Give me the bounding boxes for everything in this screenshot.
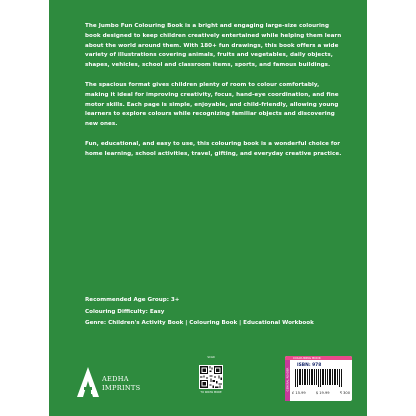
price-isbn-sticker [285, 356, 352, 401]
price-usd: $ 19.99 [315, 391, 330, 395]
price-gbp: £ 15.99 [292, 391, 306, 395]
price-inr: ₹ 300 [339, 391, 350, 395]
qr-block [199, 356, 223, 400]
publisher-name [102, 375, 140, 393]
price-side-strip [285, 360, 290, 401]
publisher-name-line1: AEDHA [102, 375, 129, 383]
isbn-label: ISBN: 978 [297, 363, 322, 368]
blurb-paragraph-1: The Jumbo Fun Colouring Book is a bright and engaging large-size colouring book designed to keep children creatively entertained while helping them learn about the world around them. With 180+ fun drawings, this book offers a wide variety of illustrations covering animals, fruits and vegetables, daily objects, shapes, vehicles, school and classroom items, sports, and famous buildings. [85, 23, 342, 69]
publisher-logo [77, 365, 167, 401]
book-details [85, 295, 355, 330]
blurb-paragraph-3: Fun, educational, and easy to use, this colouring book is a wonderful choice for home learning, school activities, travel, gifting, and everyday creative practice. [85, 140, 342, 157]
band-title: COLOURING BOOK [293, 356, 321, 360]
price-band [285, 356, 352, 360]
age-group-label: Recommended Age Group: 3+ [85, 297, 180, 303]
publisher-name-line2: IMPRINTS [102, 384, 141, 392]
difficulty-label: Colouring Difficulty: Easy [85, 308, 165, 315]
genre-label: Genre: Children's Activity Book | Colouring Book | Educational Workbook [85, 320, 314, 326]
back-cover [49, 0, 367, 416]
qr-caption-top: SCAN [207, 356, 215, 359]
cover-blurb [85, 22, 342, 170]
blurb-paragraph-2: The spacious format gives children plenty of room to colour comfortably, making it ideal for improving creativity, focus, hand-eye coordination, and fine motor skills. Each page is simple, enjoyable, and child-friendly, allowing young learners to explore colours while recognizing familiar objects and discovering new ones. [85, 81, 339, 128]
price-list [292, 391, 350, 395]
barcode-icon [295, 369, 343, 387]
side-label: GENERAL READER [286, 367, 290, 392]
qr-caption-bottom: TO KNOW MORE [200, 391, 222, 394]
qr-code-icon [199, 365, 223, 389]
letter-a-logo-icon [77, 367, 99, 397]
